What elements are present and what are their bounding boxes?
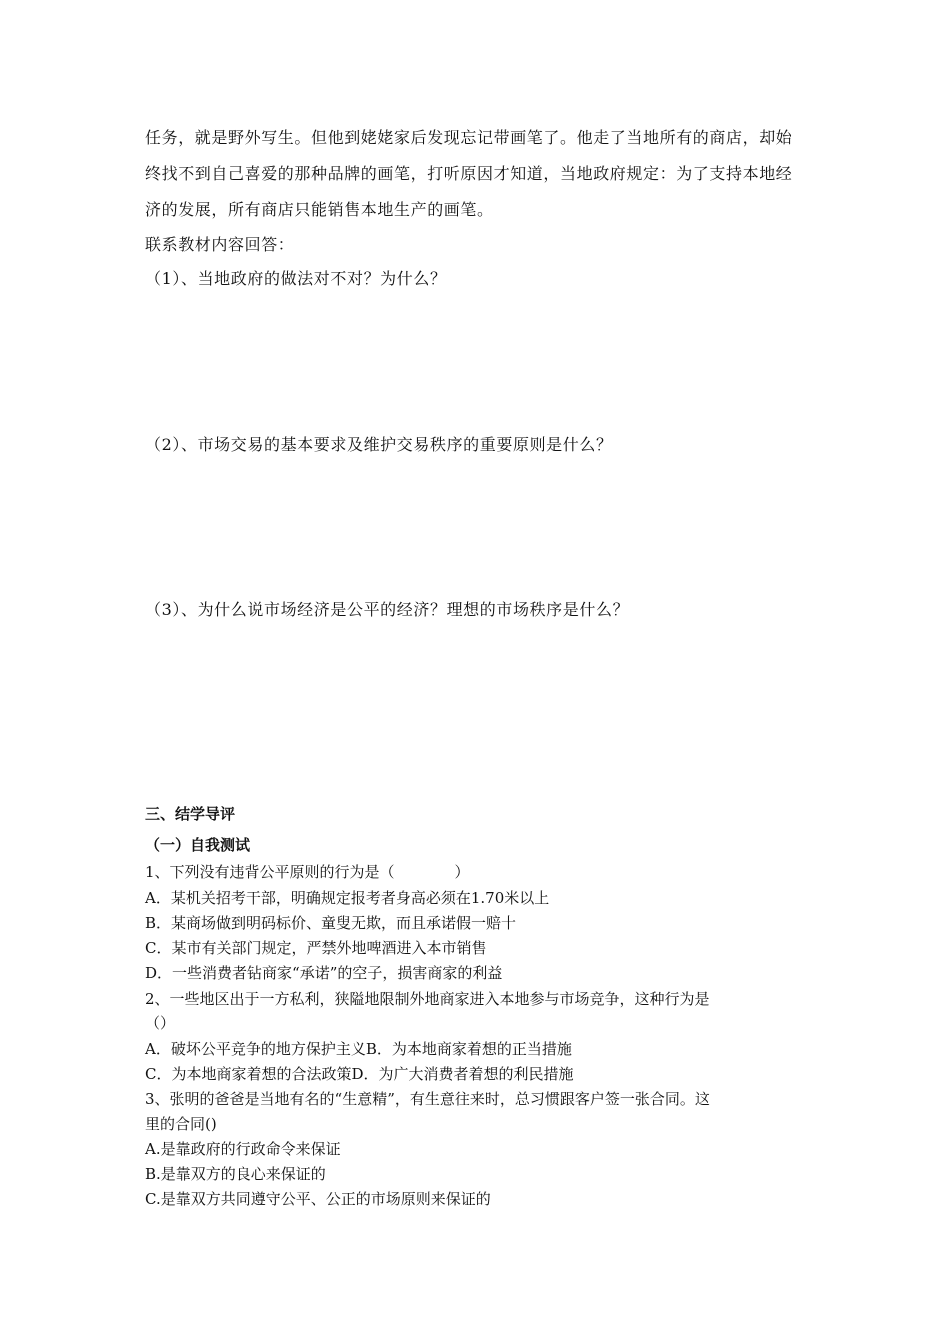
question-1: （1）、当地政府的做法对不对？为什么？ (145, 269, 447, 288)
quiz-q1-option-b: B．某商场做到明码标价、童叟无欺，而且承诺假一赔十 (145, 914, 517, 932)
quiz-q1-option-d: D．一些消费者钻商家“承诺”的空子，损害商家的利益 (145, 964, 503, 982)
question-3: （3）、为什么说市场经济是公平的经济？理想的市场秩序是什么？ (145, 600, 630, 619)
quiz-q2-stem-line-2: （） (145, 1014, 176, 1032)
quiz-q2-options-cd: C．为本地商家着想的合法政策D．为广大消费者着想的利民措施 (145, 1065, 574, 1083)
section-heading: 三、结学导评 (145, 805, 236, 823)
story-prompt: 联系教材内容回答： (145, 235, 295, 254)
story-line-2: 终找不到自己喜爱的那种品牌的画笔，打听原因才知道，当地政府规定：为了支持本地经 (145, 164, 793, 183)
quiz-q1-option-a: A．某机关招考干部，明确规定报考者身高必须在1.70米以上 (145, 889, 550, 907)
quiz-q1-option-c: C．某市有关部门规定，严禁外地啤酒进入本市销售 (145, 939, 487, 957)
quiz-q1-stem: 1、下列没有违背公平原则的行为是（ ） (145, 863, 470, 881)
section-subheading: （一）自我测试 (145, 836, 251, 854)
quiz-q2-options-ab: A．破坏公平竞争的地方保护主义B．为本地商家着想的正当措施 (145, 1040, 572, 1058)
story-line-1: 任务，就是野外写生。但他到姥姥家后发现忘记带画笔了。他走了当地所有的商店，却始 (145, 128, 793, 147)
quiz-q3-option-c: C.是靠双方共同遵守公平、公正的市场原则来保证的 (145, 1190, 491, 1208)
quiz-q3-stem-line-1: 3、张明的爸爸是当地有名的“生意精”，有生意往来时，总习惯跟客户签一张合同。这 (145, 1090, 710, 1108)
question-2: （2）、市场交易的基本要求及维护交易秩序的重要原则是什么？ (145, 435, 613, 454)
quiz-q3-option-b: B.是靠双方的良心来保证的 (145, 1165, 326, 1183)
quiz-q3-option-a: A.是靠政府的行政命令来保证 (145, 1140, 341, 1158)
story-line-3: 济的发展，所有商店只能销售本地生产的画笔。 (145, 200, 494, 219)
quiz-q2-stem-line-1: 2、一些地区出于一方私利，狭隘地限制外地商家进入本地参与市场竞争，这种行为是 (145, 990, 710, 1008)
quiz-q3-stem-line-2: 里的合同() (145, 1115, 217, 1133)
